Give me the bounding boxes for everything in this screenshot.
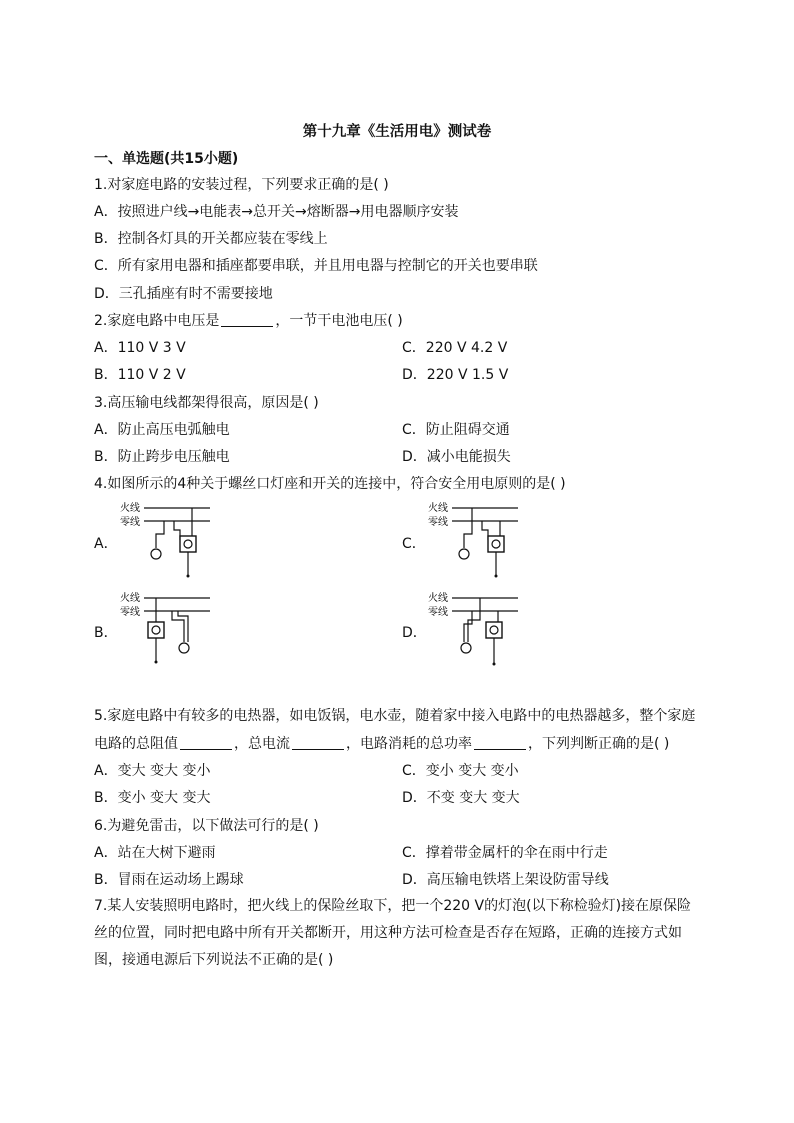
question-1-option-b[interactable]: B．控制各灯具的开关都应装在零线上 [94,231,328,247]
question-4-option-c[interactable]: C． [402,536,426,552]
question-1-option-a[interactable]: A．按照进户线→电能表→总开关→熔断器→用电器顺序安装 [94,204,459,220]
question-2-stem: 2.家庭电路中电压是 ，一节干电池电压( ) [94,313,403,329]
question-4-option-a[interactable]: A． [94,536,118,552]
question-6-option-c[interactable]: C．撑着带金属杆的伞在雨中行走 [402,845,608,861]
question-2-option-a[interactable]: A．110 V 3 V [94,340,186,356]
circuit-diagram-a [118,500,214,580]
circuit-diagram-b [118,590,214,670]
question-5-option-d[interactable]: D．不变 变大 变大 [402,790,520,806]
question-5-stem-line-1: 5.家庭电路中有较多的电热器，如电饭锅，电水壶，随着家中接入电路中的电热器越多，整个家庭 [94,708,696,724]
question-3-option-d[interactable]: D．减小电能损失 [402,449,511,465]
question-6-option-d[interactable]: D．高压输电铁塔上架设防雷导线 [402,872,609,888]
question-2-option-b[interactable]: B．110 V 2 V [94,367,186,383]
question-4-option-b[interactable]: B． [94,625,118,641]
question-3-option-c[interactable]: C．防止阻碍交通 [402,422,510,438]
answer-blank[interactable] [292,735,344,750]
svg-text:零线: 零线 [428,517,448,528]
question-1-option-d[interactable]: D．三孔插座有时不需要接地 [94,286,273,302]
question-4-option-d[interactable]: D． [402,625,427,641]
question-4-stem: 4.如图所示的4种关于螺丝口灯座和开关的连接中，符合安全用电原则的是( ) [94,476,566,492]
question-3-option-a[interactable]: A．防止高压电弧触电 [94,422,230,438]
question-6-option-a[interactable]: A．站在大树下避雨 [94,845,216,861]
answer-blank[interactable] [180,735,232,750]
page-title: 第十九章《生活用电》测试卷 [302,124,492,140]
svg-text:火线: 火线 [428,503,448,514]
svg-text:零线: 零线 [120,607,140,618]
svg-text:零线: 零线 [428,607,448,618]
svg-text:零线: 零线 [120,517,140,528]
circuit-diagram-d [426,590,522,670]
svg-text:火线: 火线 [428,593,448,604]
question-3-option-b[interactable]: B．防止跨步电压触电 [94,449,230,465]
question-5-option-b[interactable]: B．变小 变大 变大 [94,790,211,806]
svg-text:火线: 火线 [120,503,140,514]
answer-blank[interactable] [221,312,273,327]
question-1-option-c[interactable]: C．所有家用电器和插座都要串联，并且用电器与控制它的开关也要串联 [94,258,538,274]
question-2-option-c[interactable]: C．220 V 4.2 V [402,340,508,356]
question-6-option-b[interactable]: B．冒雨在运动场上踢球 [94,872,244,888]
question-2-option-d[interactable]: D．220 V 1.5 V [402,367,509,383]
question-5-option-a[interactable]: A．变大 变大 变小 [94,763,211,779]
question-5-option-c[interactable]: C．变小 变大 变小 [402,763,519,779]
question-3-stem: 3.高压输电线都架得很高，原因是( ) [94,395,319,411]
question-5-stem-line-2: 电路的总阻值 ，总电流 ，电路消耗的总功率 ，下列判断正确的是( ) [94,736,670,752]
question-6-stem: 6.为避免雷击，以下做法可行的是( ) [94,818,319,834]
question-7-stem: 7.某人安装照明电路时，把火线上的保险丝取下，把一个220 V的灯泡(以下称检验灯)接在原保险丝的位置，同时把电路中所有开关都断开，用这种方法可检查是否存在短路，正确的连接方式如图，接通电源后下列说法不正确的是( ) [94,898,692,968]
answer-blank[interactable] [474,735,526,750]
question-1-stem: 1.对家庭电路的安装过程，下列要求正确的是( ) [94,177,389,193]
svg-text:火线: 火线 [120,593,140,604]
circuit-diagram-c [426,500,522,580]
section-heading: 一、单选题(共15小题) [94,151,239,167]
